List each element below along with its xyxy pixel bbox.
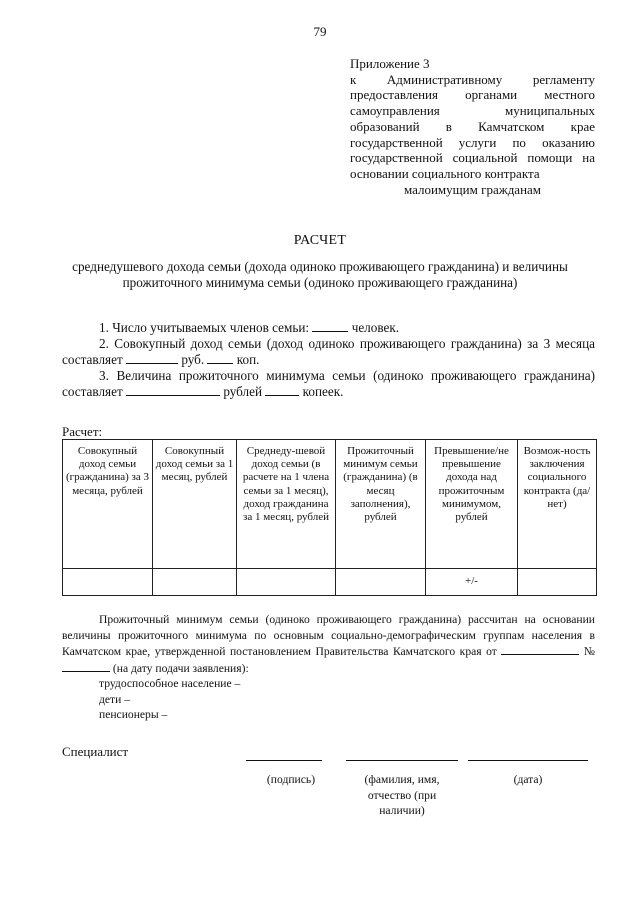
items-list bbox=[62, 320, 595, 400]
table-cell bbox=[237, 569, 336, 596]
appendix-title: Приложение 3 bbox=[350, 56, 430, 71]
calculation-label: Расчет: bbox=[62, 424, 103, 439]
table-cell bbox=[518, 569, 597, 596]
blank-kopecks bbox=[265, 384, 299, 396]
note-working-population: трудоспособное население – bbox=[99, 677, 241, 690]
blank-rubles bbox=[126, 384, 220, 396]
header-cell: Среднеду-шевой доход семьи (в расчете на 1 члена семьи за 1 месяц), доход гражданина за 1 месяц, рублей bbox=[237, 440, 336, 569]
table-cell bbox=[153, 569, 237, 596]
note-pensioners: пенсионеры – bbox=[99, 708, 168, 721]
date-caption: (дата) bbox=[513, 773, 543, 786]
header-cell: Совокупный доход семьи (гражданина) за 3 месяца, рублей bbox=[63, 440, 153, 569]
item2-text: 2. Совокупный доход семьи (доход одиноко проживающего гражданина) за 3 месяца составляет bbox=[62, 336, 595, 367]
header-cell: Совокупный доход семьи за 1 месяц, рублей bbox=[153, 440, 237, 569]
item2-rub: руб. bbox=[178, 352, 208, 367]
appendix-block bbox=[350, 56, 595, 197]
item3-kopecks: копеек. bbox=[299, 384, 344, 399]
date-line bbox=[468, 760, 588, 761]
name-caption: (фамилия, имя, отчество (при наличии) bbox=[364, 773, 440, 817]
note-suffix: (на дату подачи заявления): bbox=[110, 661, 249, 675]
document-subtitle: среднедушевого дохода семьи (дохода одиноко проживающего гражданина) и величины прожиточного минимума семьи (одиноко проживающего гражданина) bbox=[72, 259, 568, 290]
item1-text: 1. Число учитываемых членов семьи: bbox=[99, 320, 313, 335]
note-number-sign: № bbox=[579, 645, 595, 658]
item3-rubles: рублей bbox=[220, 384, 266, 399]
blank-date bbox=[501, 643, 579, 655]
header-cell: Превышение/не превышение дохода над прожиточным минимумом, рублей bbox=[426, 440, 518, 569]
table-row bbox=[63, 569, 597, 596]
blank-number bbox=[62, 660, 110, 672]
signature-line bbox=[246, 760, 322, 761]
item-subsistence-minimum bbox=[62, 368, 595, 400]
item1-suffix: человек. bbox=[348, 320, 400, 335]
table-cell bbox=[63, 569, 153, 596]
calculation-table bbox=[62, 439, 597, 596]
document-title: РАСЧЕТ bbox=[293, 233, 347, 248]
note-text: Прожиточный минимум семьи (одиноко проживающего гражданина) рассчитан на основании величины прожиточного минимума по основным социально-демографическим группам населения в Камчатском крае, утвержденной постановлением Правительства Камчатского края от bbox=[62, 613, 595, 658]
appendix-body: к Административному регламенту предоставления органами местного самоуправления муниципальных образований в Камчатском крае государственной услуги по оказанию государственной социальной помощи на основании социального контракта bbox=[350, 71, 595, 181]
table-cell bbox=[336, 569, 426, 596]
item-total-income bbox=[62, 336, 595, 368]
appendix-last-line: малоимущим гражданам bbox=[403, 181, 542, 197]
header-cell: Прожиточный минимум семьи (гражданина) (в месяц заполнения), рублей bbox=[336, 440, 426, 569]
note-children: дети – bbox=[99, 692, 131, 706]
name-line bbox=[346, 760, 458, 761]
signature-caption: (подпись) bbox=[266, 773, 316, 786]
page-number: 79 bbox=[313, 24, 327, 39]
header-cell: Возмож-ность заключения социального контракта (да/нет) bbox=[518, 440, 597, 569]
item-family-members bbox=[62, 320, 595, 336]
item2-kop: коп. bbox=[233, 352, 260, 367]
blank-members bbox=[312, 320, 348, 332]
blank-rub bbox=[126, 352, 178, 364]
subsistence-note bbox=[62, 612, 595, 723]
note-main bbox=[62, 612, 595, 676]
item3-text: 3. Величина прожиточного минимума семьи (одиноко проживающего гражданина) составляет bbox=[62, 368, 595, 399]
blank-kop bbox=[207, 352, 233, 364]
table-header-row bbox=[63, 440, 597, 569]
table-cell: +/- bbox=[426, 569, 518, 596]
specialist-label: Специалист bbox=[62, 744, 129, 759]
